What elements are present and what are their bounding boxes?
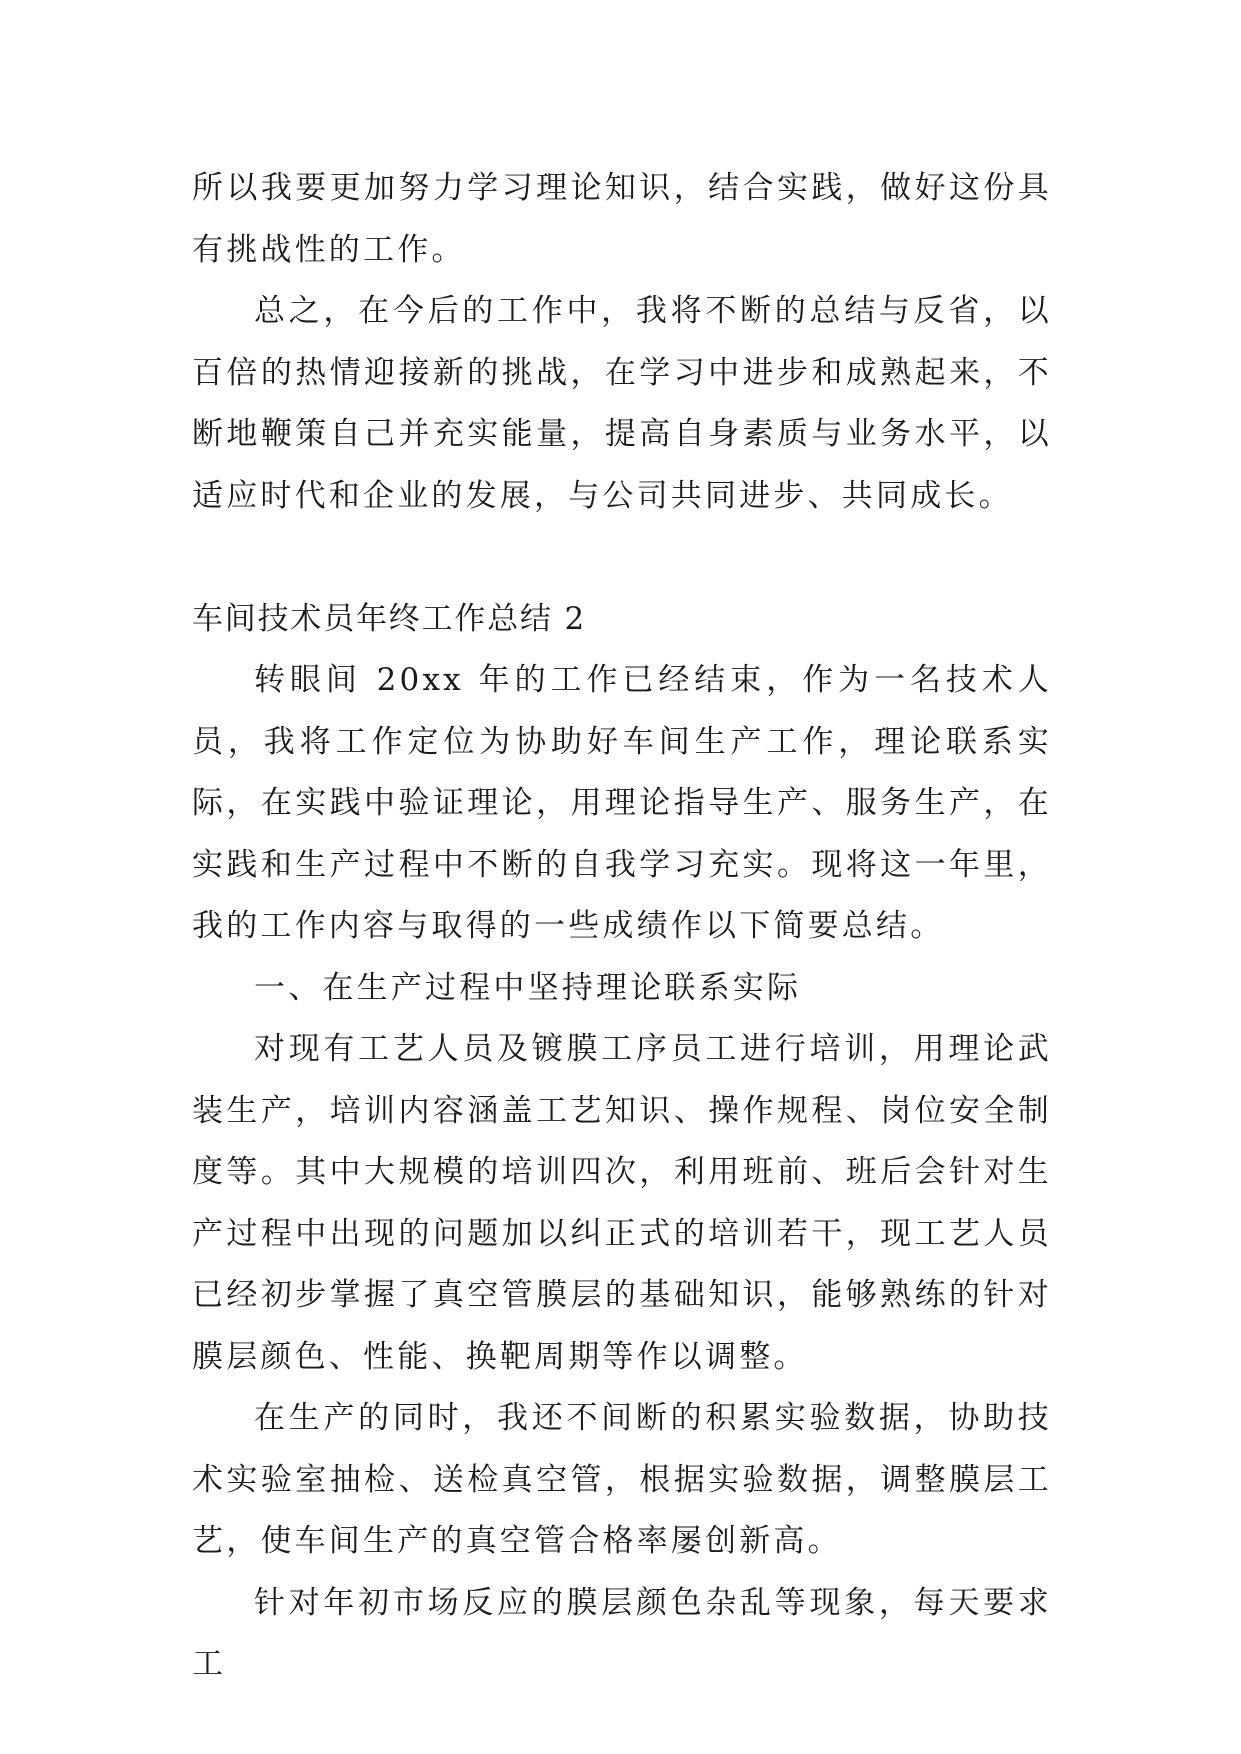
document-body	[192, 158, 1052, 1696]
section-spacer	[192, 527, 1052, 589]
paragraph-continuation: 所以我要更加努力学习理论知识，结合实践，做好这份具有挑战性的工作。	[192, 170, 1052, 268]
paragraph-intro: 转眼间 20xx 年的工作已经结束，作为一名技术人员，我将工作定位为协助好车间生产工作，理论联系实际，在实践中验证理论，用理论指导生产、服务生产，在实践和生产过程中不断的自我学习充实。现将这一年里，我的工作内容与取得的一些成绩作以下简要总结。	[192, 662, 1052, 944]
paragraph-conclusion: 总之，在今后的工作中，我将不断的总结与反省，以百倍的热情迎接新的挑战，在学习中进步和成熟起来，不断地鞭策自己并充实能量，提高自身素质与业务水平，以适应时代和企业的发展，与公司共同进步、共同成长。	[192, 293, 1052, 514]
paragraph-color-issue: 针对年初市场反应的膜层颜色杂乱等现象，每天要求工	[192, 1584, 1052, 1682]
paragraph-training: 对现有工艺人员及镀膜工序员工进行培训，用理论武装生产，培训内容涵盖工艺知识、操作规程、岗位安全制度等。其中大规模的培训四次，利用班前、班后会针对生产过程中出现的问题加以纠正式的培训若干，现工艺人员已经初步掌握了真空管膜层的基础知识，能够熟练的针对膜层颜色、性能、换靶周期等作以调整。	[192, 1031, 1052, 1375]
paragraph-experiment-data: 在生产的同时，我还不间断的积累实验数据，协助技术实验室抽检、送检真空管，根据实验数据，调整膜层工艺，使车间生产的真空管合格率屡创新高。	[192, 1400, 1052, 1559]
section-title: 车间技术员年终工作总结 2	[192, 600, 586, 637]
subheading-theory-practice: 一、在生产过程中坚持理论联系实际	[254, 969, 802, 1006]
